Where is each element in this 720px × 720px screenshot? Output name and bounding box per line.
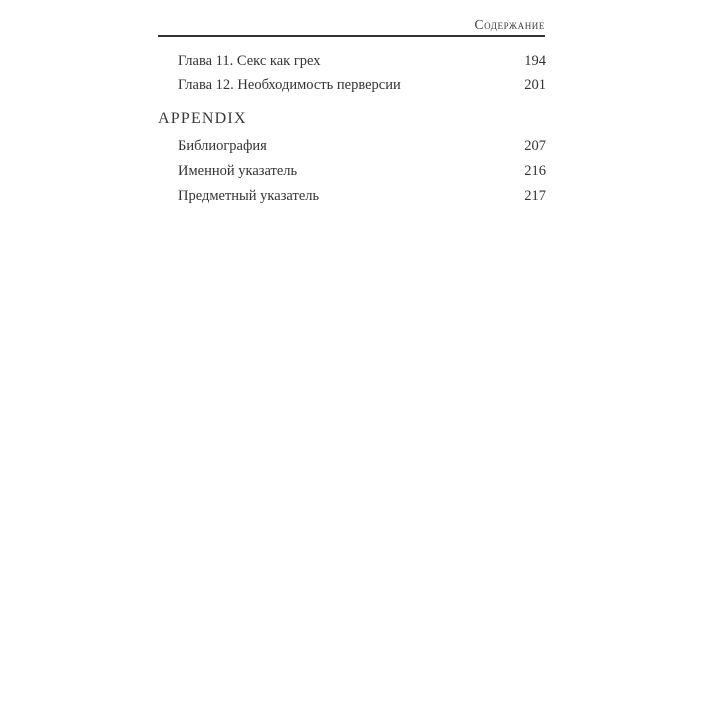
entry-title: Глава 11. Секс как грех xyxy=(178,53,321,69)
entry-title: Библиография xyxy=(178,138,267,154)
entry-page: 194 xyxy=(524,53,546,69)
entry-page: 201 xyxy=(524,77,546,93)
entry-page: 216 xyxy=(524,163,546,179)
toc-entry xyxy=(178,163,547,180)
header-rule xyxy=(158,35,545,37)
toc-entry xyxy=(178,53,547,70)
appendix-heading: APPENDIX xyxy=(158,110,247,127)
entry-page: 217 xyxy=(524,188,546,204)
entry-page: 207 xyxy=(524,138,546,154)
toc-entry xyxy=(178,138,547,155)
toc-entry xyxy=(178,77,547,94)
entry-title: Глава 12. Необходимость перверсии xyxy=(178,77,401,93)
toc-entry xyxy=(178,188,547,205)
entry-title: Предметный указатель xyxy=(178,188,320,204)
entry-title: Именной указатель xyxy=(178,163,298,179)
running-head: Содержание xyxy=(474,17,545,32)
